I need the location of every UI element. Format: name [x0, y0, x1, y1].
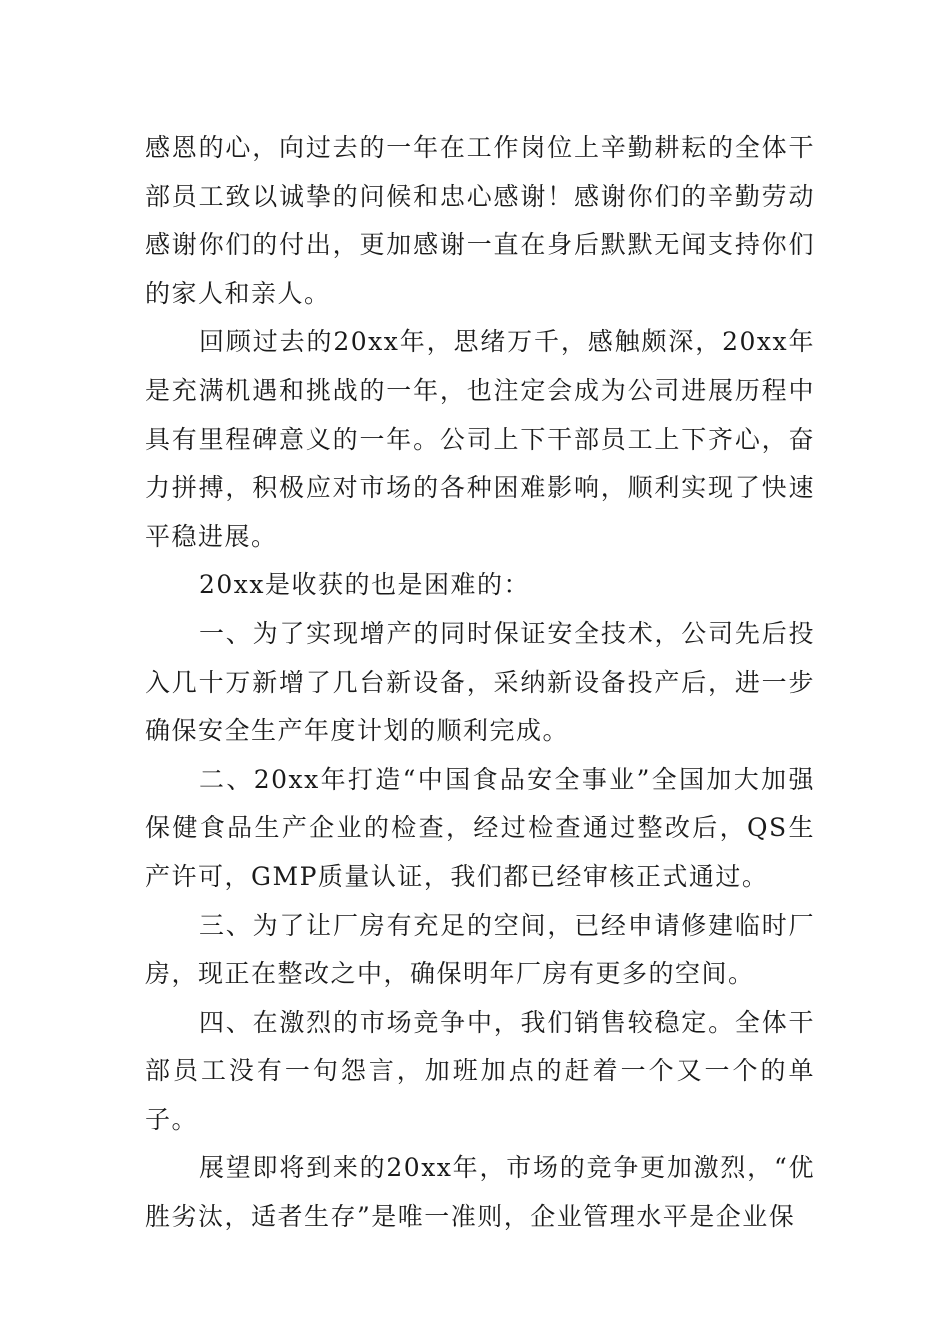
paragraph-item-one: 一、为了实现增产的同时保证安全技术，公司先后投入几十万新增了几台新设备，采纳新设备投产后，进一步确保安全生产年度计划的顺利完成。 [145, 618, 815, 746]
paragraph-item-two: 二、20xx年打造“中国食品安全事业”全国加大加强保健食品生产企业的检查，经过检查通过整改后，QS生产许可，GMP质量认证，我们都已经审核正式通过。 [145, 764, 815, 891]
paragraph-gratitude: 感恩的心，向过去的一年在工作岗位上辛勤耕耘的全体干部员工致以诚挚的问候和忠心感谢！感谢你们的辛勤劳动感谢你们的付出，更加感谢一直在身后默默无闻支持你们的家人和亲人。 [145, 133, 815, 308]
paragraph-harvest-intro: 20xx是收获的也是困难的： [199, 570, 531, 600]
paragraph-outlook: 展望即将到来的20xx年，市场的竞争更加激烈，“优胜劣汰，适者生存”是唯一准则，企业管理水平是企业保 [145, 1153, 815, 1232]
document-page [145, 124, 815, 1242]
paragraph-review: 回顾过去的20xx年，思绪万千，感触颇深，20xx年是充满机遇和挑战的一年，也注定会成为公司进展历程中具有里程碑意义的一年。公司上下干部员工上下齐心，奋力拼搏，积极应对市场的各种困难影响，顺利实现了快速平稳进展。 [145, 327, 815, 551]
paragraph-item-four: 四、在激烈的市场竞争中，我们销售较稳定。全体干部员工没有一句怨言，加班加点的赶着一个又一个的单子。 [145, 1007, 815, 1134]
paragraph-item-three: 三、为了让厂房有充足的空间，已经申请修建临时厂房，现正在整改之中，确保明年厂房有更多的空间。 [145, 910, 815, 989]
